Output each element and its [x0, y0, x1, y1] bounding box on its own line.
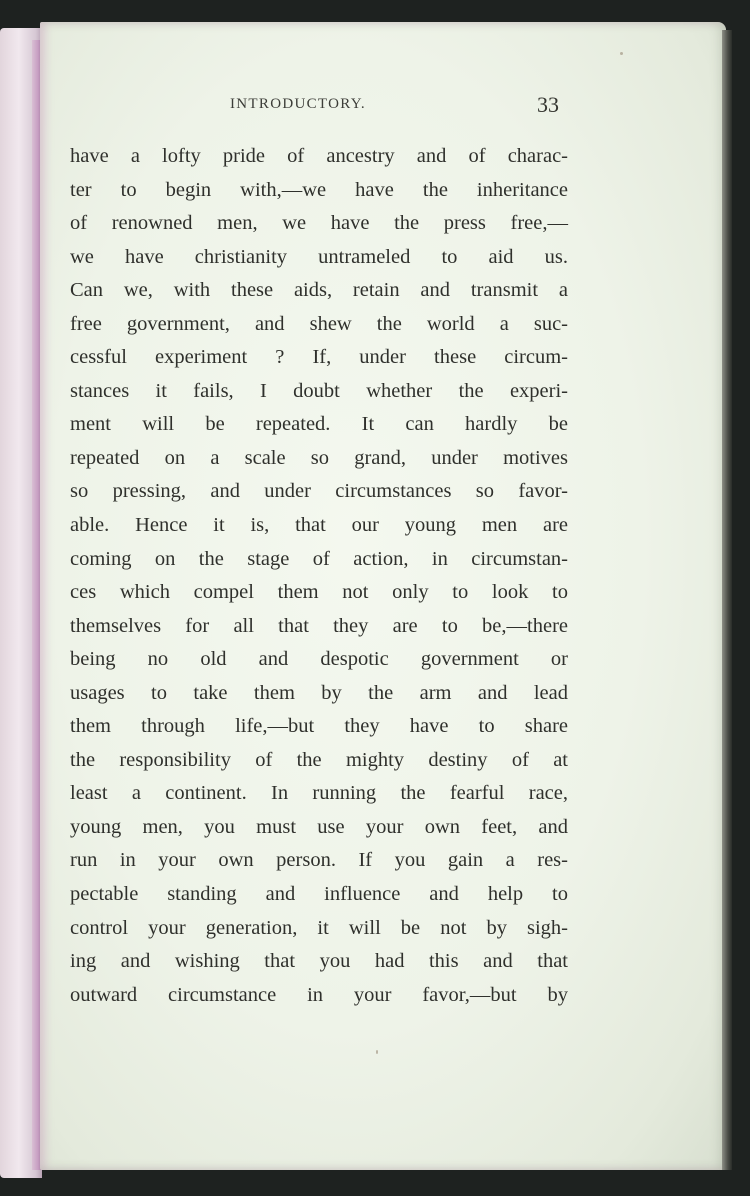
text-line: so pressing, and under circumstances so favor- [70, 480, 568, 503]
paper-speck [620, 52, 623, 55]
page-number: 33 [537, 92, 559, 117]
text-line: outward circumstance in your favor,—but by [70, 983, 568, 1006]
page-edge-shadow [722, 30, 732, 1170]
text-line: repeated on a scale so grand, under motives [70, 446, 568, 469]
running-head: INTRODUCTORY. [230, 96, 366, 112]
text-line: the responsibility of the mighty destiny of at [70, 748, 568, 771]
text-line: ces which compel them not only to look to [70, 581, 568, 604]
text-line: of renowned men, we have the press free,— [70, 212, 568, 235]
text-line: free government, and shew the world a suc- [70, 312, 568, 335]
text-line: themselves for all that they are to be,—there [70, 614, 568, 637]
text-line: being no old and despotic government or [70, 648, 568, 671]
text-line: control your generation, it will be not by sigh- [70, 916, 568, 939]
text-line: have a lofty pride of ancestry and of charac- [70, 145, 568, 167]
text-line: able. Hence it is, that our young men are [70, 514, 568, 537]
text-line: stances it fails, I doubt whether the experi- [70, 379, 568, 402]
text-line: ment will be repeated. It can hardly be [70, 413, 568, 436]
text-line: pectable standing and influence and help to [70, 883, 568, 906]
body-text [70, 140, 568, 1012]
text-line: cessful experiment ? If, under these circum- [70, 346, 568, 369]
text-line: Can we, with these aids, retain and transmit a [70, 279, 568, 302]
text-line: least a continent. In running the fearful race, [70, 782, 568, 805]
text-line: young men, you must use your own feet, and [70, 815, 568, 838]
paper-speck [376, 1050, 378, 1054]
text-line: ter to begin with,—we have the inheritance [70, 178, 568, 201]
text-line: we have christianity untrameled to aid us. [70, 245, 568, 268]
text-line: ing and wishing that you had this and that [70, 950, 568, 973]
text-line: them through life,—but they have to share [70, 715, 568, 738]
text-line: coming on the stage of action, in circumstan- [70, 547, 568, 570]
text-line: run in your own person. If you gain a res- [70, 849, 568, 872]
text-line: usages to take them by the arm and lead [70, 681, 568, 704]
